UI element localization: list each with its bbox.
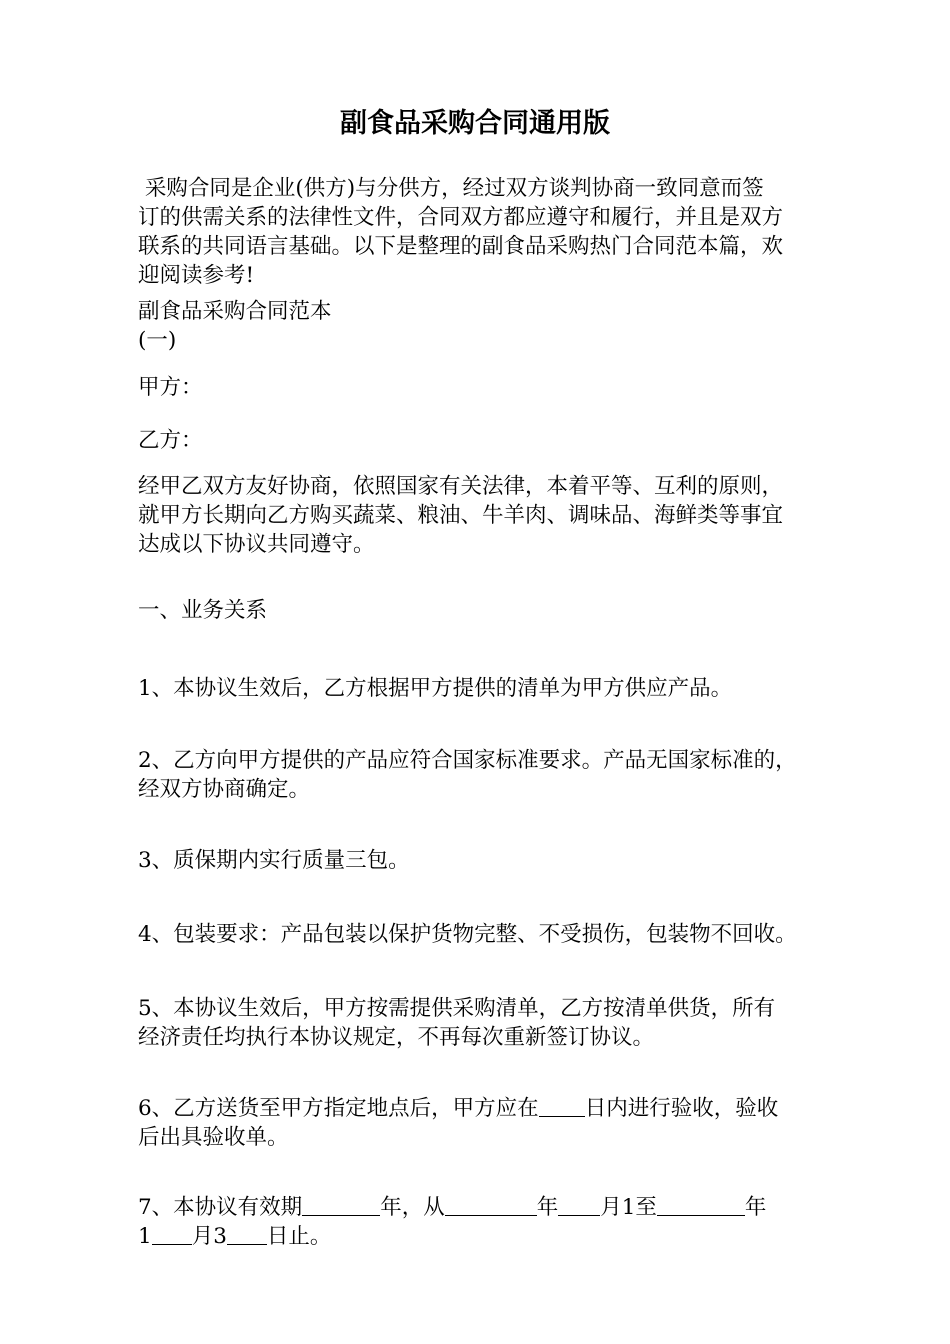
fill-in-blank (152, 1222, 192, 1245)
fill-in-blank (445, 1193, 537, 1216)
clause-3: 3、质保期内实行质量三包。 (138, 848, 410, 873)
clause-6-line: 后出具验收单。 (138, 1125, 289, 1150)
clause-7-text: 年，从 (380, 1195, 445, 1220)
party-a-label: 甲方： (138, 375, 203, 400)
fill-in-blank (558, 1193, 600, 1216)
intro-paragraph (138, 174, 828, 290)
clause-7-line (138, 1193, 828, 1222)
clause-2 (138, 746, 828, 804)
clause-7-text: 年 (536, 1195, 559, 1220)
preamble-line: 就甲方长期向乙方购买蔬菜、粮油、牛羊肉、调味品、海鲜类等事宜 (138, 503, 784, 528)
clause-7-text: 日止。 (266, 1224, 332, 1249)
clause-6-line (138, 1094, 828, 1123)
clause-7-text: 1 (138, 1224, 152, 1249)
clause-2-line: 经双方协商确定。 (138, 777, 311, 802)
clause-1: 1、本协议生效后，乙方根据甲方提供的清单为甲方供应产品。 (138, 676, 733, 701)
clause-6-text: 6、乙方送货至甲方指定地点后，甲方应在 (138, 1096, 539, 1121)
clause-7 (138, 1193, 828, 1251)
sample-number: (一) (138, 328, 177, 353)
fill-in-blank (539, 1094, 585, 1117)
preamble-line: 达成以下协议共同遵守。 (138, 532, 375, 557)
clause-7-text: 年 (744, 1195, 767, 1220)
intro-line: 迎阅读参考! (138, 263, 255, 288)
clause-6 (138, 1094, 828, 1152)
clause-7-line (138, 1222, 828, 1251)
section-heading: 一、业务关系 (138, 598, 268, 623)
fill-in-blank (227, 1222, 267, 1245)
clause-7-text: 月1至 (600, 1195, 657, 1220)
intro-line: 采购合同是企业(供方)与分供方，经过双方谈判协商一致同意而签 (138, 176, 764, 201)
intro-line: 联系的共同语言基础。以下是整理的副食品采购热门合同范本篇，欢 (138, 234, 784, 259)
clause-5 (138, 994, 828, 1052)
clause-6-text: 日内进行验收，验收 (584, 1096, 779, 1121)
clause-5-line: 经济责任均执行本协议规定，不再每次重新签订协议。 (138, 1025, 655, 1050)
clause-4: 4、包装要求：产品包装以保护货物完整、不受损伤，包装物不回收。 (138, 922, 797, 947)
document-title: 副食品采购合同通用版 (340, 108, 610, 139)
party-b-label: 乙方： (138, 428, 203, 453)
preamble-paragraph (138, 472, 828, 559)
clause-7-text: 月3 (191, 1224, 227, 1249)
fill-in-blank (302, 1193, 380, 1216)
intro-line: 订的供需关系的法律性文件，合同双方都应遵守和履行，并且是双方 (138, 205, 784, 230)
fill-in-blank (657, 1193, 745, 1216)
preamble-line: 经甲乙双方友好协商，依照国家有关法律，本着平等、互利的原则， (138, 474, 784, 499)
clause-2-line: 2、乙方向甲方提供的产品应符合国家标准要求。产品无国家标准的， (138, 748, 797, 773)
clause-5-line: 5、本协议生效后，甲方按需提供采购清单，乙方按清单供货，所有 (138, 996, 776, 1021)
sample-heading: 副食品采购合同范本 (138, 299, 332, 324)
clause-7-text: 7、本协议有效期 (138, 1195, 303, 1220)
sample-heading-block (138, 297, 828, 355)
